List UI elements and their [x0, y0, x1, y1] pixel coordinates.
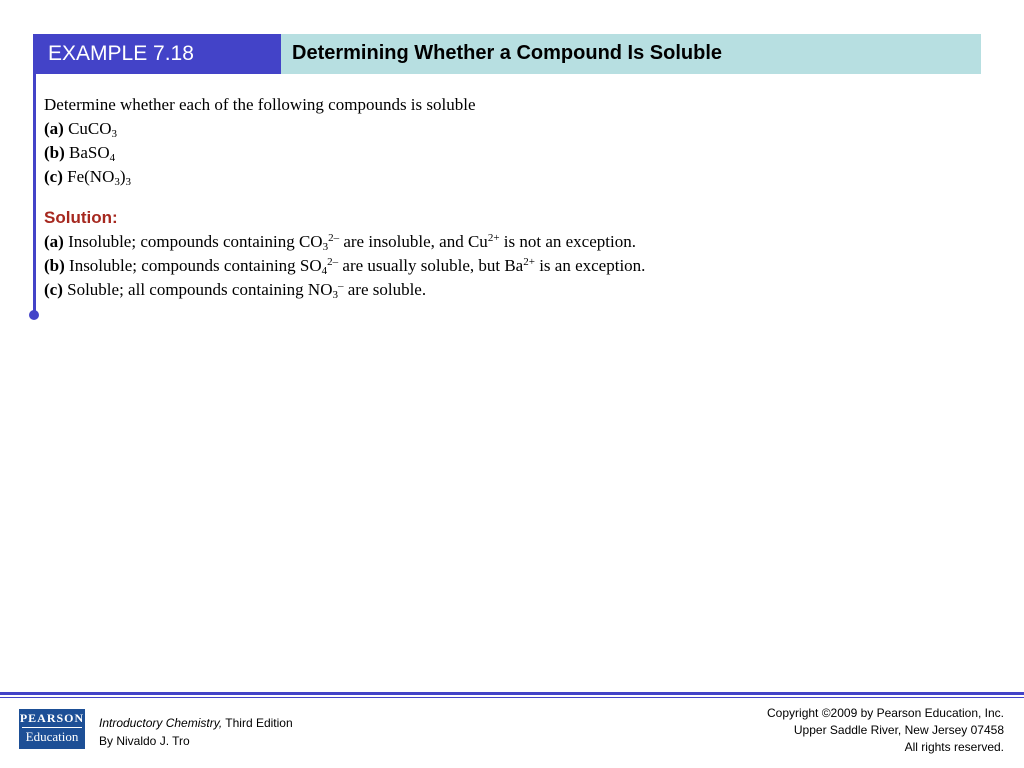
problem-item-b-subscript: 4: [109, 152, 116, 164]
book-title-line: [99, 714, 293, 732]
problem-item-b-label: (b): [44, 143, 65, 162]
copyright-line-2: Upper Saddle River, New Jersey 07458: [793, 723, 1004, 737]
solution-b-text-2: are usually soluble, but Ba: [338, 256, 524, 275]
example-label: [36, 34, 281, 74]
solution-c-subscript: 3: [332, 289, 338, 301]
book-title: Introductory Chemistry,: [99, 716, 223, 730]
problem-item-a-label: (a): [44, 119, 64, 138]
problem-item-c-subscript-1: 3: [114, 176, 120, 188]
slide-content: [44, 93, 944, 302]
solution-b-subscript: 4: [321, 265, 328, 277]
problem-item-c-paren: ): [119, 167, 126, 186]
solution-a-charge-2: 2+: [487, 232, 500, 244]
solution-a-text-2: are insoluble, and Cu: [339, 232, 488, 251]
solution-b-charge: 2–: [327, 256, 339, 268]
problem-item-c-label: (c): [44, 167, 63, 186]
copyright-line-3: All rights reserved.: [904, 740, 1004, 754]
solution-a-text-1: Insoluble; compounds containing CO: [63, 232, 323, 251]
solution-a: [44, 230, 944, 254]
solution-c-text-2: are soluble.: [343, 280, 427, 299]
problem-item-b: [44, 141, 944, 165]
page-title-text: Determining Whether a Compound Is Soluble: [292, 42, 723, 64]
section-spacer: [44, 189, 944, 206]
problem-intro: Determine whether each of the following compounds is soluble: [44, 95, 476, 114]
solution-b-charge-2: 2+: [523, 256, 535, 268]
solution-c-label: (c): [44, 280, 63, 299]
solution-c: [44, 278, 944, 302]
book-author: By Nivaldo J. Tro: [99, 734, 190, 748]
page-title: [281, 34, 981, 74]
problem-item-c-subscript-2: 3: [125, 176, 132, 188]
solution-heading: Solution:: [44, 208, 118, 227]
problem-item-c: [44, 165, 944, 189]
solution-b-text-1: Insoluble; compounds containing SO: [64, 256, 322, 275]
problem-item-a-formula: CuCO: [68, 119, 112, 138]
problem-item-c-formula: Fe(NO: [67, 167, 115, 186]
left-accent-rule: [33, 34, 36, 314]
problem-item-b-formula: BaSO: [69, 143, 110, 162]
copyright-notice: [767, 705, 1004, 756]
copyright-line-1: Copyright ©2009 by Pearson Education, Inc.: [767, 706, 1004, 720]
example-label-text: EXAMPLE 7.18: [48, 42, 194, 65]
solution-a-charge: 2–: [328, 232, 340, 244]
solution-a-subscript: 3: [322, 241, 329, 253]
book-edition: Third Edition: [222, 716, 293, 730]
pearson-logo: [19, 709, 85, 749]
solution-b: [44, 254, 944, 278]
book-citation: [99, 714, 293, 750]
pearson-logo-bottom: Education: [22, 727, 82, 746]
problem-item-a: [44, 117, 944, 141]
footer-divider-thin: [0, 697, 1024, 698]
solution-b-text-3: is an exception.: [534, 256, 646, 275]
solution-c-charge: –: [337, 280, 344, 292]
left-accent-dot: [29, 310, 39, 320]
solution-a-text-3: is not an exception.: [499, 232, 636, 251]
solution-a-label: (a): [44, 232, 64, 251]
footer-divider-thick: [0, 692, 1024, 695]
solution-b-label: (b): [44, 256, 65, 275]
solution-c-text-1: Soluble; all compounds containing NO: [62, 280, 333, 299]
pearson-logo-top: PEARSON: [19, 711, 85, 725]
problem-item-a-subscript: 3: [111, 128, 118, 140]
